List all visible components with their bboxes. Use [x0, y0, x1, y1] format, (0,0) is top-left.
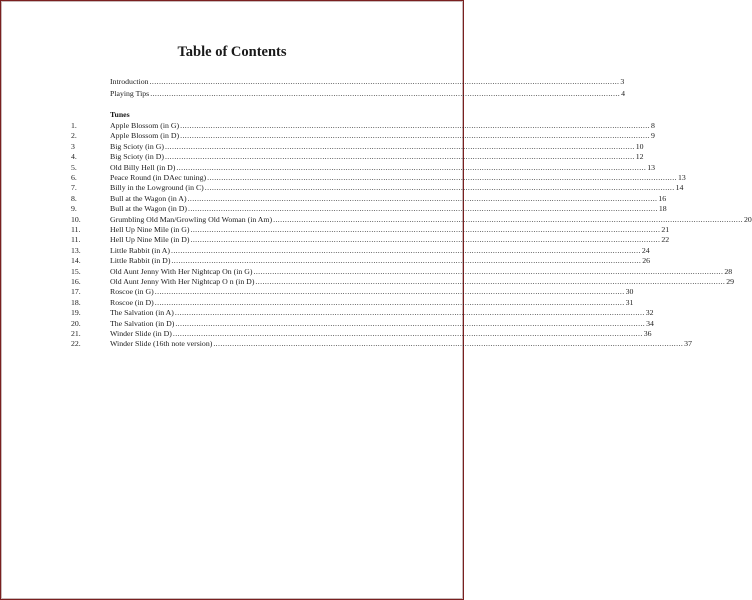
toc-entry-label: The Salvation (in D)	[110, 318, 175, 328]
toc-entry-page: 30	[625, 287, 634, 297]
page-title: Table of Contents	[177, 44, 287, 60]
toc-entry-label: Bull at the Wagon (in D)	[110, 204, 187, 214]
toc-entry-label: Old Aunt Jenny With Her Nightcap O n (in D)	[110, 277, 255, 286]
toc-entry-page: 4	[621, 89, 625, 98]
toc-entry-page: 13	[677, 173, 686, 182]
dot-leader: ........................................................................................................................................................................................................	[174, 308, 645, 318]
tune-number: 9.	[71, 204, 77, 214]
toc-entry	[110, 183, 684, 193]
toc-entry-label: Introduction	[110, 77, 149, 86]
toc-entry	[110, 256, 651, 266]
tune-number: 8.	[71, 193, 77, 203]
tune-number: 3	[71, 141, 75, 151]
toc-entry-page: 31	[625, 297, 634, 307]
toc-entry	[110, 77, 625, 87]
toc-entry-label: Bull at the Wagon (in A)	[110, 193, 187, 203]
toc-entry-label: Big Scioty (in D)	[110, 152, 164, 162]
toc-entry	[110, 297, 634, 308]
tune-number: 17.	[71, 287, 81, 297]
dot-leader: ........................................................................................................................................................................................................	[213, 339, 684, 349]
section-heading-tunes: Tunes	[110, 110, 130, 119]
toc-entry-page: 29	[726, 277, 735, 286]
toc-entry-label: Big Scioty (in G)	[110, 141, 164, 151]
tune-number: 15.	[71, 266, 81, 276]
dot-leader: ........................................................................................................................................................................................................	[150, 89, 621, 98]
toc-entry	[110, 173, 686, 183]
toc-entry	[110, 287, 634, 297]
toc-entry-label: Hell Up Nine Mile (in D)	[110, 235, 190, 245]
toc-entry-label: Grumbling Old Man/Growling Old Woman (in Am)	[110, 214, 273, 224]
toc-entry-page: 14	[675, 183, 684, 193]
toc-entry-label: Roscoe (in G)	[110, 287, 154, 297]
dot-leader: ........................................................................................................................................................................................................	[176, 162, 647, 172]
dot-leader: ........................................................................................................................................................................................................	[187, 193, 658, 203]
tune-number: 11.	[71, 225, 81, 234]
toc-entry-label: Roscoe (in D)	[110, 297, 154, 307]
toc-entry-page: 34	[646, 318, 654, 328]
dot-leader: ........................................................................................................................................................................................................	[207, 173, 677, 182]
toc-entry-label: Winder Slide (16th note version)	[110, 339, 213, 349]
toc-entry-page: 26	[642, 256, 651, 266]
toc-entry	[110, 235, 670, 245]
toc-entry-page: 18	[658, 204, 667, 214]
dot-leader: ........................................................................................................................................................................................................	[190, 235, 661, 245]
dot-leader: ........................................................................................................................................................................................................	[154, 287, 625, 297]
dot-leader: ........................................................................................................................................................................................................	[164, 152, 635, 162]
toc-entry	[110, 308, 654, 318]
tune-number: 10.	[71, 214, 81, 224]
toc-entry-label: Hell Up Nine Mile (in G)	[110, 225, 190, 234]
toc-entry-page: 24	[641, 245, 650, 255]
tune-number: 11.	[71, 235, 81, 245]
toc-entry	[110, 141, 644, 152]
tune-number: 21.	[71, 329, 81, 338]
tune-number: 14.	[71, 256, 81, 266]
dot-leader: ........................................................................................................................................................................................................	[164, 141, 635, 151]
toc-entry	[110, 329, 652, 339]
toc-entry-page: 36	[643, 329, 652, 338]
toc-entry-label: Playing Tips	[110, 89, 150, 98]
dot-leader: ........................................................................................................................................................................................................	[190, 225, 661, 234]
toc-entry-page: 16	[658, 193, 667, 203]
toc-entry-label: Little Rabbit (in A)	[110, 245, 170, 255]
tune-number: 5.	[71, 162, 77, 172]
toc-entry-label: Peace Round (in DAec tuning)	[110, 173, 207, 182]
dot-leader: ........................................................................................................................................................................................................	[255, 277, 726, 286]
tune-number: 4.	[71, 152, 77, 162]
toc-entry	[110, 225, 670, 235]
toc-entry-label: Apple Blossom (in G)	[110, 121, 180, 130]
tune-number: 6.	[71, 173, 77, 182]
dot-leader: ........................................................................................................................................................................................................	[172, 329, 643, 338]
toc-entry-page: 9	[650, 131, 655, 141]
toc-entry	[110, 162, 656, 173]
dot-leader: ........................................................................................................................................................................................................	[171, 256, 642, 266]
dot-leader: ........................................................................................................................................................................................................	[180, 131, 650, 141]
tune-number: 16.	[71, 277, 81, 286]
dot-leader: ........................................................................................................................................................................................................	[170, 245, 641, 255]
toc-entry	[110, 204, 667, 214]
toc-entry-page: 13	[647, 162, 656, 172]
toc-entry-label: Apple Blossom (in D)	[110, 131, 180, 141]
dot-leader: ........................................................................................................................................................................................................	[187, 204, 658, 214]
tune-number: 2.	[71, 131, 77, 141]
tune-number: 18.	[71, 297, 81, 307]
toc-entry	[110, 131, 655, 141]
toc-entry	[110, 339, 692, 349]
toc-entry-page: 32	[645, 308, 654, 318]
toc-entry-page: 12	[635, 152, 644, 162]
toc-entry-page: 3	[620, 77, 625, 86]
toc-entry	[110, 121, 655, 131]
toc-entry	[110, 214, 752, 225]
dot-leader: ........................................................................................................................................................................................................	[253, 266, 724, 276]
dot-leader: ........................................................................................................................................................................................................	[204, 183, 675, 193]
toc-entry	[110, 89, 625, 99]
tune-number: 22.	[71, 339, 81, 349]
toc-entry-label: Old Billy Hell (in D)	[110, 162, 176, 172]
toc-entry-label: Billy in the Lowground (in C)	[110, 183, 204, 193]
toc-entry	[110, 318, 654, 329]
tune-number: 20.	[71, 318, 81, 328]
toc-entry	[110, 152, 644, 162]
tune-number: 19.	[71, 308, 81, 318]
toc-entry-page: 21	[661, 225, 670, 234]
dot-leader: ........................................................................................................................................................................................................	[154, 297, 625, 307]
toc-entry-page: 8	[650, 121, 655, 130]
toc-entry-label: Old Aunt Jenny With Her Nightcap On (in G)	[110, 266, 253, 276]
toc-entry-page: 10	[635, 141, 644, 151]
toc-entry-label: Winder Slide (in D)	[110, 329, 172, 338]
toc-entry	[110, 266, 733, 277]
dot-leader: ........................................................................................................................................................................................................	[175, 318, 646, 328]
toc-entry-page: 22	[661, 235, 670, 245]
toc-entry	[110, 277, 735, 287]
dot-leader: ........................................................................................................................................................................................................	[180, 121, 650, 130]
tune-number: 1.	[71, 121, 77, 130]
toc-entry	[110, 193, 667, 204]
dot-leader: ........................................................................................................................................................................................................	[273, 214, 743, 224]
toc-entry-page: 28	[724, 266, 733, 276]
toc-entry-page: 37	[684, 339, 692, 349]
dot-leader: ........................................................................................................................................................................................................	[149, 77, 620, 86]
tune-number: 13.	[71, 245, 81, 255]
toc-entry	[110, 245, 650, 256]
toc-entry-page: 20	[743, 214, 752, 224]
toc-entry-label: Little Rabbit (in D)	[110, 256, 171, 266]
toc-entry-label: The Salvation (in A)	[110, 308, 174, 318]
tune-number: 7.	[71, 183, 77, 193]
